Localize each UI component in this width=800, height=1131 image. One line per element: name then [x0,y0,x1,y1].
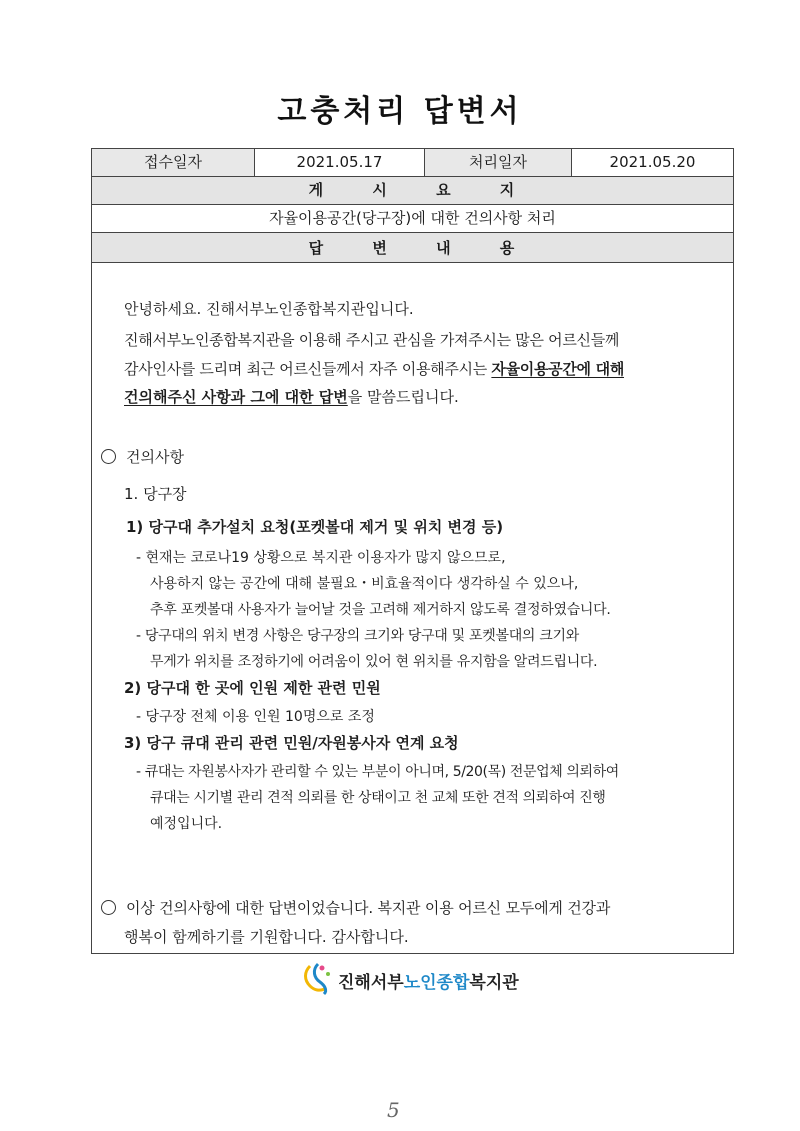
intro-line-4-text: 을 말씀드립니다. [347,388,459,406]
section-heading [101,446,184,467]
intro-highlight-2: 건의해주신 사항과 그에 대한 답변 [124,388,348,406]
org-name-part-3: 복지관 [469,973,519,993]
item-3-line-1: - 큐대는 자원봉사자가 관리할 수 있는 부분이 아니며, 5/20(목) 전문업체 의뢰하여 [136,764,619,780]
item-3-line-2: 큐대는 시기별 관리 견적 의뢰를 한 상태이고 천 교체 또한 견적 의뢰하여 진행 [150,790,606,806]
item-2-title: 2) 당구대 한 곳에 인원 제한 관련 민원 [124,679,381,697]
info-row [92,149,733,177]
intro-line-2: 진해서부노인종합복지관을 이용해 주시고 관심을 가져주시는 많은 어르신들께 [124,331,620,349]
closing-line-1 [101,897,610,918]
item-1-line-3: 추후 포켓볼대 사용자가 늘어날 것을 고려해 제거하지 않도록 결정하였습니다. [150,602,611,618]
received-date-label: 접수일자 [92,149,255,176]
post-summary-header-row [92,177,733,205]
document-title: 고충처리 답변서 [277,94,523,129]
org-name-part-2: 노인종합 [403,973,470,993]
page-number: 5 [387,1098,400,1122]
org-name-part-1: 진해서부 [338,973,404,993]
post-summary-header: 게 시 요 지 [308,181,517,199]
intro-line-3-text: 감사인사를 드리며 최근 어르신들께서 자주 이용해주시는 [124,360,492,378]
item-1-line-2: 사용하지 않는 공간에 대해 불필요・비효율적이다 생각하실 수 있으나, [150,576,579,592]
post-summary-row [92,205,733,233]
processed-date-label: 처리일자 [425,149,572,176]
processed-date-value: 2021.05.20 [609,153,696,171]
org-name [338,968,519,993]
item-1-line-5: 무게가 위치를 조정하기에 어려움이 있어 현 위치를 유지함을 알려드립니다. [150,654,598,670]
item-3-title: 3) 당구 큐대 관리 관련 민원/자원봉사자 연계 요청 [124,734,459,752]
category-title: 1. 당구장 [124,485,187,503]
section-title: 건의사항 [126,448,184,466]
item-1-line-4: - 당구대의 위치 변경 사항은 당구장의 크기와 당구대 및 포켓볼대의 크기와 [136,628,579,644]
circle-bullet-icon [101,900,116,915]
answer-header: 답 변 내 용 [308,239,517,257]
post-summary-text: 자율이용공간(당구장)에 대한 건의사항 처리 [269,209,556,227]
intro-line-1: 안녕하세요. 진해서부노인종합복지관입니다. [124,300,414,318]
intro-highlight-1: 자율이용공간에 대해 [491,360,625,378]
closing-line-1-text: 이상 건의사항에 대한 답변이었습니다. 복지관 이용 어르신 모두에게 건강과 [126,899,611,917]
item-1-line-1: - 현재는 코로나19 상황으로 복지관 이용자가 많지 않으므로, [136,550,506,566]
answer-header-row [92,233,733,263]
item-2-line-1: - 당구장 전체 이용 인원 10명으로 조정 [136,709,375,725]
intro-line-4 [124,386,459,407]
item-1-title: 1) 당구대 추가설치 요청(포켓볼대 제거 및 위치 변경 등) [126,518,504,536]
item-3-line-3: 예정입니다. [150,816,223,832]
received-date-value: 2021.05.17 [255,149,425,176]
intro-line-3 [124,358,624,379]
circle-bullet-icon [101,449,116,464]
closing-line-2: 행복이 함께하기를 기원합니다. 감사합니다. [124,928,409,946]
